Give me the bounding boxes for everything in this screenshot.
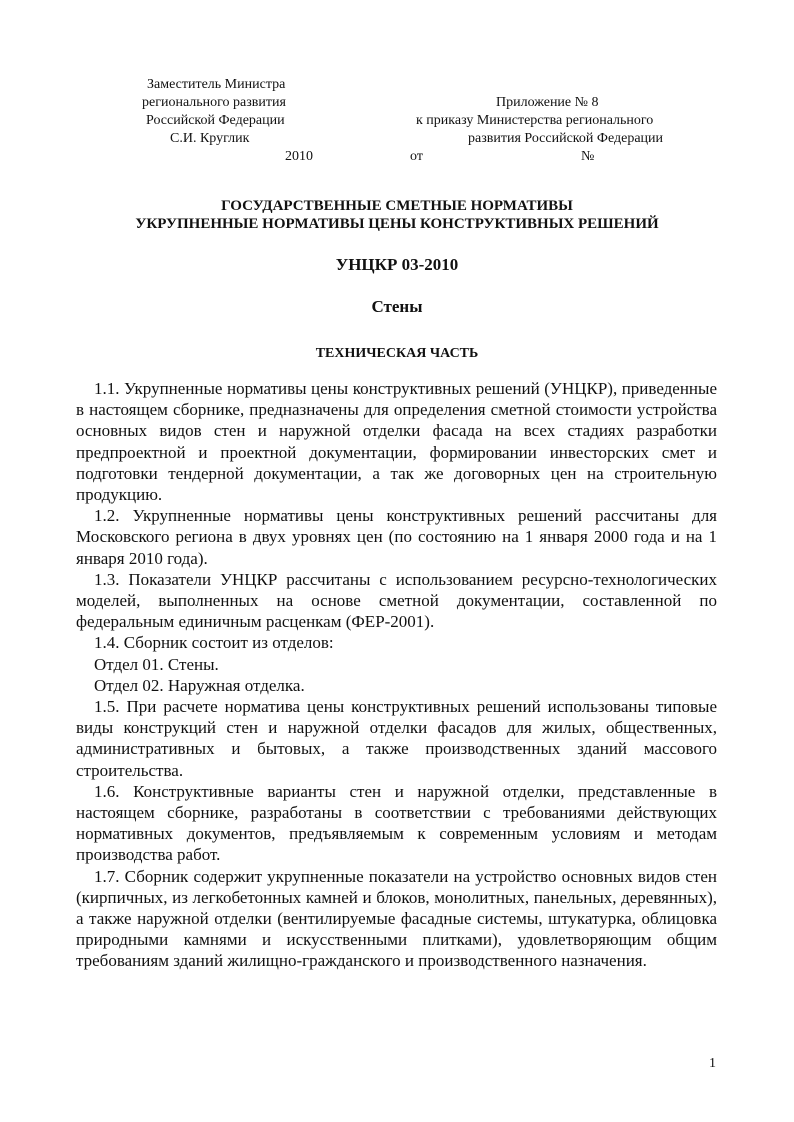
document-subject: Стены	[371, 297, 423, 316]
approval-ministry: регионального развития	[142, 95, 286, 110]
main-title-line-2: УКРУПНЕННЫЕ НОРМАТИВЫ ЦЕНЫ КОНСТРУКТИВНЫХ РЕШЕНИЙ	[135, 216, 659, 232]
paragraph-1-4: 1.4. Сборник состоит из отделов:	[94, 633, 334, 653]
approval-signatory: С.И. Круглик	[170, 131, 250, 146]
approval-block	[130, 76, 330, 166]
paragraph-1-3: 1.3. Показатели УНЦКР рассчитаны с использованием ресурсно-технологических моделей, выполненных на основе сметной документации, составленной по федеральным единичным расценкам (ФЕР-2001).	[76, 569, 717, 632]
list-item-section-01: Отдел 01. Стены.	[94, 654, 219, 674]
approval-year: 2010	[285, 149, 313, 164]
paragraph-1-1: 1.1. Укрупненные нормативы цены конструктивных решений (УНЦКР), приведенные в настоящем сборнике, предназначены для определения сметной стоимости устройства основных видов стен и наружной отделки фасада на всех стадиях разработки предпроектной и проектной документации, формировании инвесторских смет и подготовки тендерной документации, а так же договорных цен на строительную продукцию.	[76, 379, 717, 505]
document-code: УНЦКР 03-2010	[335, 255, 459, 274]
appendix-number-label: №	[581, 149, 595, 164]
main-title-line-1: ГОСУДАРСТВЕННЫЕ СМЕТНЫЕ НОРМАТИВЫ	[221, 198, 573, 214]
page-number: 1	[709, 1056, 716, 1071]
paragraph-1-2: 1.2. Укрупненные нормативы цены конструктивных решений рассчитаны для Московского региона в двух уровнях цен (по состоянию на 1 января 2000 года и на 1 января 2010 года).	[76, 506, 717, 568]
appendix-date-number-line	[408, 148, 708, 166]
approval-title: Заместитель Министра	[147, 77, 286, 92]
list-item-section-02: Отдел 02. Наружная отделка.	[94, 675, 305, 695]
appendix-ministry: развития Российской Федерации	[468, 131, 664, 146]
paragraph-1-6: 1.6. Конструктивные варианты стен и наружной отделки, представленные в настоящем сборнике, разработаны в соответствии с требованиями действующих нормативных документов, предъявляемым к современным условиям и методам производства работ.	[76, 781, 717, 865]
section-heading: ТЕХНИЧЕСКАЯ ЧАСТЬ	[315, 346, 479, 361]
appendix-block	[408, 94, 708, 166]
body-text	[76, 378, 717, 972]
appendix-number: Приложение № 8	[496, 95, 599, 110]
approval-country: Российской Федерации	[146, 113, 285, 128]
appendix-order-ref: к приказу Министерства регионального	[416, 113, 654, 128]
paragraph-1-5: 1.5. При расчете норматива цены конструктивных решений использованы типовые виды конструкций стен и наружной отделки фасадов для жилых, общественных, административных и бытовых, а также производственных зданий массового строительства.	[76, 697, 717, 780]
paragraph-1-7: 1.7. Сборник содержит укрупненные показатели на устройство основных видов стен (кирпичных, из легкобетонных камней и блоков, монолитных, панельных, деревянных), а также наружной отделки (вентилируемые фасадные системы, штукатурка, облицовка природными камнями и искусственными плитками), удовлетворяющим общим требованиям зданий жилищно-гражданского и производственного назначения.	[76, 866, 717, 971]
appendix-from-label: от	[410, 149, 423, 164]
